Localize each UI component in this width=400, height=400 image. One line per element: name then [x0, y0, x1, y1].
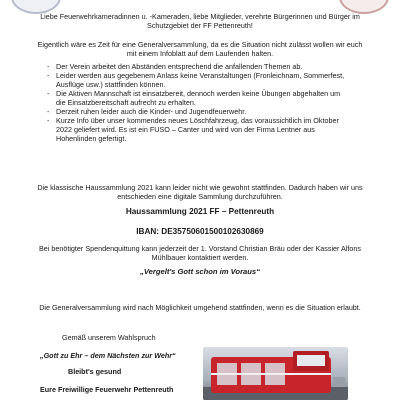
fire-truck-photo — [203, 347, 348, 400]
list-item: - Derzeit ruhen leider auch die Kinder- und Jugendfeuerwehr. — [46, 107, 346, 116]
intro-paragraph: Eigentlich wäre es Zeit für eine Generalversammlung, da es die Situation nicht zulässt wollen wir euch mit einem Infoblatt auf dem Laufenden halten. — [37, 40, 363, 58]
motto-intro: Gemäß unserem Wahlspruch — [62, 333, 156, 342]
signature: Eure Freiwillige Feuerwehr Pettenreuth — [40, 385, 174, 394]
receipt-paragraph: Bei benötigter Spendenquittung kann jederzeit der 1. Vorstand Christian Bräu oder der Kassier Alfons Mühlbauer kontaktiert werden. — [38, 244, 362, 262]
motto: „Gott zu Ehr – dem Nächsten zur Wehr“ — [40, 351, 176, 360]
info-list — [46, 62, 346, 143]
list-item: - Die Aktiven Mannschaft ist einsatzbereit, dennoch werden keine Übungen abgehalten um die Einsatzbereitschaft aufrecht zu erhalten. — [46, 89, 346, 107]
thanks-quote: „Vergelt's Gott schon im Voraus“ — [140, 267, 260, 276]
assembly-paragraph: Die Generalversammlung wird nach Möglichkeit umgehend stattfinden, wenn es die Situation erlaubt. — [39, 303, 361, 312]
list-item: - Der Verein arbeitet den Abständen entsprechend die anfallenden Themen ab. — [46, 62, 346, 71]
list-item: - Kurze Info über unser kommendes neues Löschfahrzeug, das voraussichtlich im Oktober 2022 geliefert wird. Es ist ein FUSO – Canter und wird von der Firma Lentner aus Hohenlinden gefertigt. — [46, 116, 346, 143]
greeting: Liebe Feuerwehrkameradinnen u. -Kameraden, liebe Mitglieder, verehrte Bürgerinnen und Bürger im Schutzgebiet der FF Pettenreuth! — [40, 12, 360, 30]
collection-title: Haussammlung 2021 FF – Pettenreuth — [125, 207, 275, 216]
iban: IBAN: DE35750601500102630869 — [136, 227, 264, 236]
collection-paragraph: Die klassische Haussammlung 2021 kann leider nicht wie gewohnt stattfinden. Dadurch haben wir uns entschieden eine digitale Sammlung durchzuführen. — [37, 183, 363, 201]
fire-truck-icon — [203, 347, 348, 400]
closing-line: Bleibt's gesund — [68, 367, 122, 376]
list-item: - Leider werden aus gegebenem Anlass keine Veranstaltungen (Fronleichnam, Sommerfest, Ausflüge usw.) stattfinden können. — [46, 71, 346, 89]
